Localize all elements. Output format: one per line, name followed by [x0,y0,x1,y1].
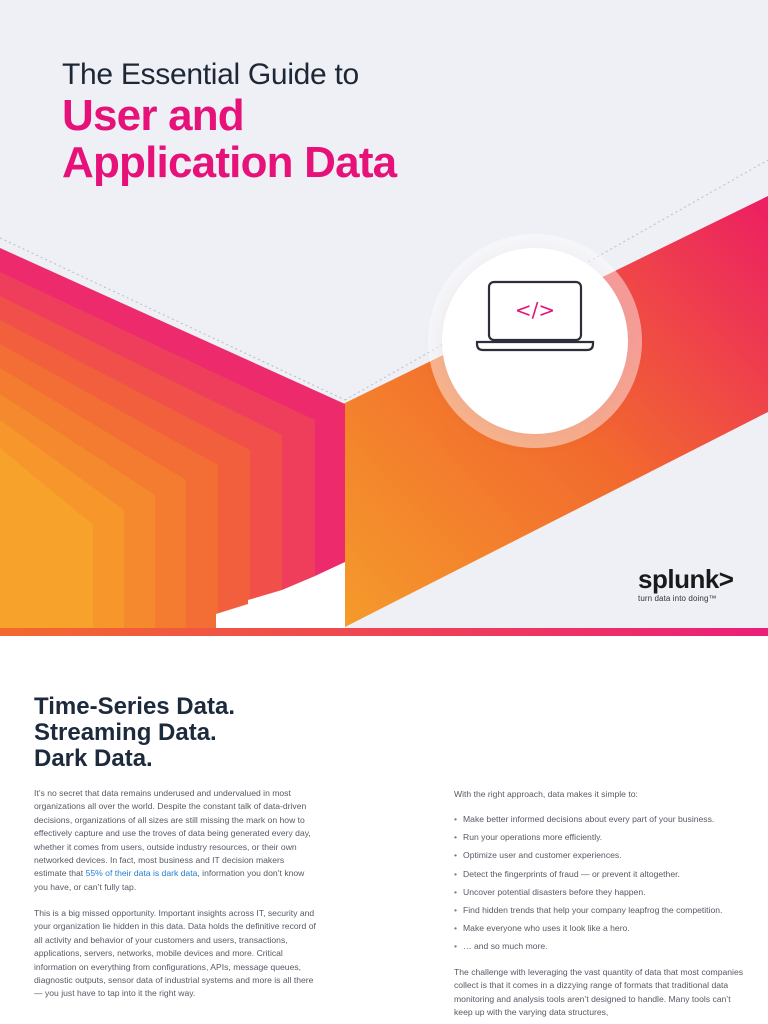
heading-line-2: Streaming Data. [34,719,217,746]
list-item: • Make everyone who uses it look like a hero. [454,919,754,937]
list-item: • Uncover potential disasters before they happen. [454,883,754,901]
title-pre: The Essential Guide to [62,58,359,91]
heading-line-3: Dark Data. [34,745,153,772]
icon-circle [442,248,628,434]
title-line-1: User and [62,91,244,140]
laptop-code-icon [475,278,595,358]
benefit-list [454,810,754,956]
paragraph-2: This is a big missed opportunity. Important insights across IT, security and your organization lie hidden in this data. Data holds the definitive record of all activity and behavior of your customers and users, transactions, applications, servers, networks, mobile devices and more. Critical information on everything from configurations, APIs, message queues, diagnostic outputs, sensor data of industrial systems and more is all there — you just have to tap into it the right way. [34,908,316,999]
list-item: • Make better informed decisions about every part of your business. [454,810,754,828]
list-item: • Optimize user and customer experiences. [454,846,754,864]
bottom-stripe [0,628,768,636]
paragraph-1 [34,787,316,894]
title-line-2: Application Data [62,138,397,187]
list-item: • Run your operations more efficiently. [454,828,754,846]
heading-line-1: Time-Series Data. [34,693,235,720]
brand-name: splunk> [638,564,734,594]
dark-data-link[interactable]: 55% of their data is dark data [85,868,198,879]
code-glyph: </> [514,298,556,322]
paragraph-1-start: It’s no secret that data remains underused and undervalued in most organizations all over the world. Despite the constant talk of data-driven decisions, organizations of all sizes are still missing the mark on how to effectively capture and use the troves of data being generated every day, whether it comes from users, outside industry resources, or their own networked devices. In fact, most business and IT decision makers estimate that [34,788,311,879]
paragraph-3: The challenge with leveraging the vast quantity of data that most companies collect is that it comes in a dizzying range of formats that traditional data monitoring and analysis tools aren’t designed to handle. Many tools can’t keep up with the varying data structures, [454,967,744,1018]
section-heading [34,694,235,772]
right-intro: With the right approach, data makes it simple to: [454,789,638,799]
brand-logo [638,566,733,603]
paragraph-1-end: , information you don’t know you have, or can’t fully tap. [34,868,305,892]
list-item: • Detect the fingerprints of fraud — or prevent it altogether. [454,865,754,883]
list-item: • … and so much more. [454,937,754,955]
title-main [62,92,582,186]
brand-tagline: turn data into doing™ [638,594,717,603]
list-item: • Find hidden trends that help your company leapfrog the competition. [454,901,754,919]
